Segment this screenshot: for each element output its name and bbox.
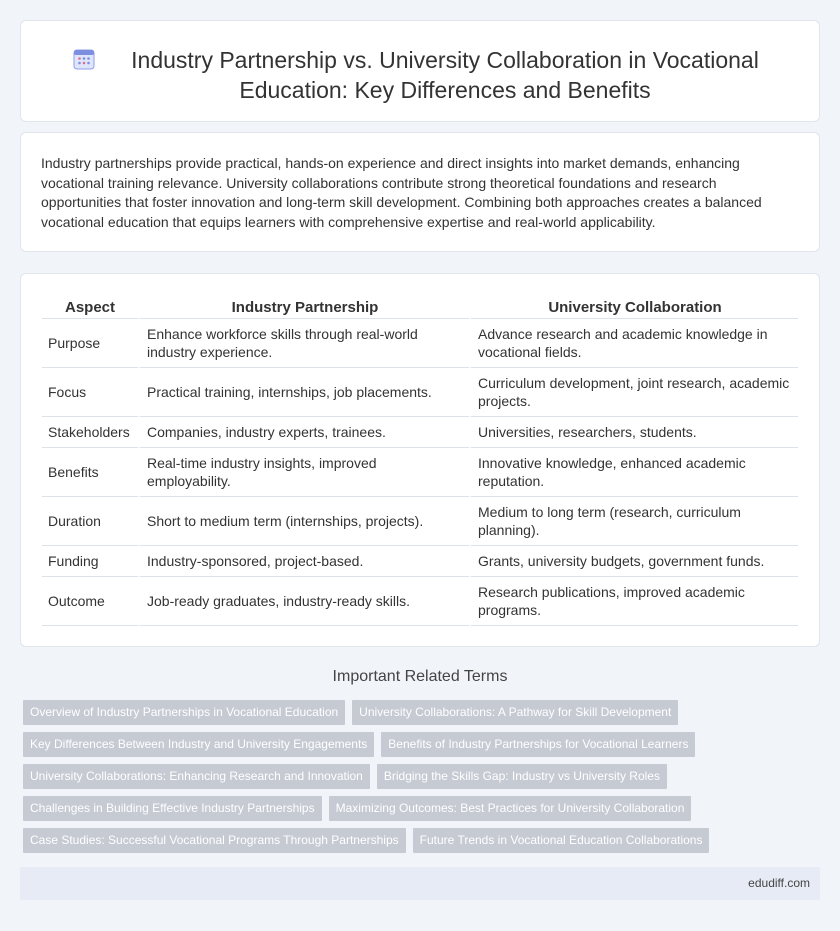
row-aspect: Benefits — [42, 448, 138, 497]
tag-row — [23, 700, 803, 725]
row-university: Advance research and academic knowledge in vocational fields. — [469, 319, 798, 368]
related-term-link[interactable]: Key Differences Between Industry and University Engagements — [23, 732, 374, 757]
table-row — [42, 417, 798, 448]
table-header-row — [42, 297, 798, 319]
row-aspect: Purpose — [42, 319, 138, 368]
row-industry: Industry-sponsored, project-based. — [138, 546, 469, 577]
related-term-link[interactable]: University Collaborations: A Pathway for Skill Development — [352, 700, 678, 725]
related-term-link[interactable]: Future Trends in Vocational Education Collaborations — [413, 828, 710, 853]
row-industry: Job-ready graduates, industry-ready skills. — [138, 577, 469, 626]
row-industry: Real-time industry insights, improved employability. — [138, 448, 469, 497]
related-terms-heading: Important Related Terms — [332, 668, 508, 685]
header-industry: Industry Partnership — [138, 297, 469, 319]
row-university: Medium to long term (research, curriculum planning). — [469, 497, 798, 546]
row-aspect: Duration — [42, 497, 138, 546]
header-university: University Collaboration — [469, 297, 798, 319]
tag-row — [23, 796, 803, 821]
table-row — [42, 546, 798, 577]
row-aspect: Stakeholders — [42, 417, 138, 448]
row-industry: Short to medium term (internships, projects). — [138, 497, 469, 546]
related-term-link[interactable]: Bridging the Skills Gap: Industry vs University Roles — [377, 764, 667, 789]
comparison-card — [20, 273, 820, 647]
table-row — [42, 497, 798, 546]
row-university: Innovative knowledge, enhanced academic reputation. — [469, 448, 798, 497]
related-term-link[interactable]: Maximizing Outcomes: Best Practices for University Collaboration — [329, 796, 692, 821]
row-university: Research publications, improved academic programs. — [469, 577, 798, 626]
related-term-link[interactable]: University Collaborations: Enhancing Research and Innovation — [23, 764, 370, 789]
related-term-link[interactable]: Overview of Industry Partnerships in Vocational Education — [23, 700, 345, 725]
row-aspect: Focus — [42, 368, 138, 417]
table-row — [42, 368, 798, 417]
related-term-link[interactable]: Challenges in Building Effective Industry Partnerships — [23, 796, 322, 821]
row-university: Universities, researchers, students. — [469, 417, 798, 448]
related-term-link[interactable]: Benefits of Industry Partnerships for Vocational Learners — [381, 732, 695, 757]
related-terms-list — [23, 700, 803, 860]
row-industry: Enhance workforce skills through real-world industry experience. — [138, 319, 469, 368]
table-row — [42, 577, 798, 626]
intro-paragraph: Industry partnerships provide practical, hands-on experience and direct insights into market demands, enhancing vocational training relevance. University collaborations contribute strong theoretical foundations and research opportunities that foster innovation and long-term skill development. Combining both approaches creates a balanced vocational education that equips learners with comprehensive expertise and real-world applicability. — [41, 155, 762, 230]
footer — [20, 867, 820, 900]
related-term-link[interactable]: Case Studies: Successful Vocational Programs Through Partnerships — [23, 828, 406, 853]
table-row — [42, 448, 798, 497]
row-aspect: Outcome — [42, 577, 138, 626]
tag-row — [23, 764, 803, 789]
footer-site-link[interactable]: edudiff.com — [748, 876, 810, 890]
title-card — [20, 20, 820, 122]
tag-row — [23, 732, 803, 757]
row-industry: Companies, industry experts, trainees. — [138, 417, 469, 448]
table-row — [42, 319, 798, 368]
comparison-table — [42, 297, 798, 626]
row-university: Curriculum development, joint research, academic projects. — [469, 368, 798, 417]
row-aspect: Funding — [42, 546, 138, 577]
tag-row — [23, 828, 803, 853]
header-aspect: Aspect — [42, 297, 138, 319]
page-title: Industry Partnership vs. University Collaboration in Vocational Education: Key Differences and Benefits — [131, 47, 759, 103]
row-university: Grants, university budgets, government funds. — [469, 546, 798, 577]
row-industry: Practical training, internships, job placements. — [138, 368, 469, 417]
intro-card — [20, 132, 820, 252]
